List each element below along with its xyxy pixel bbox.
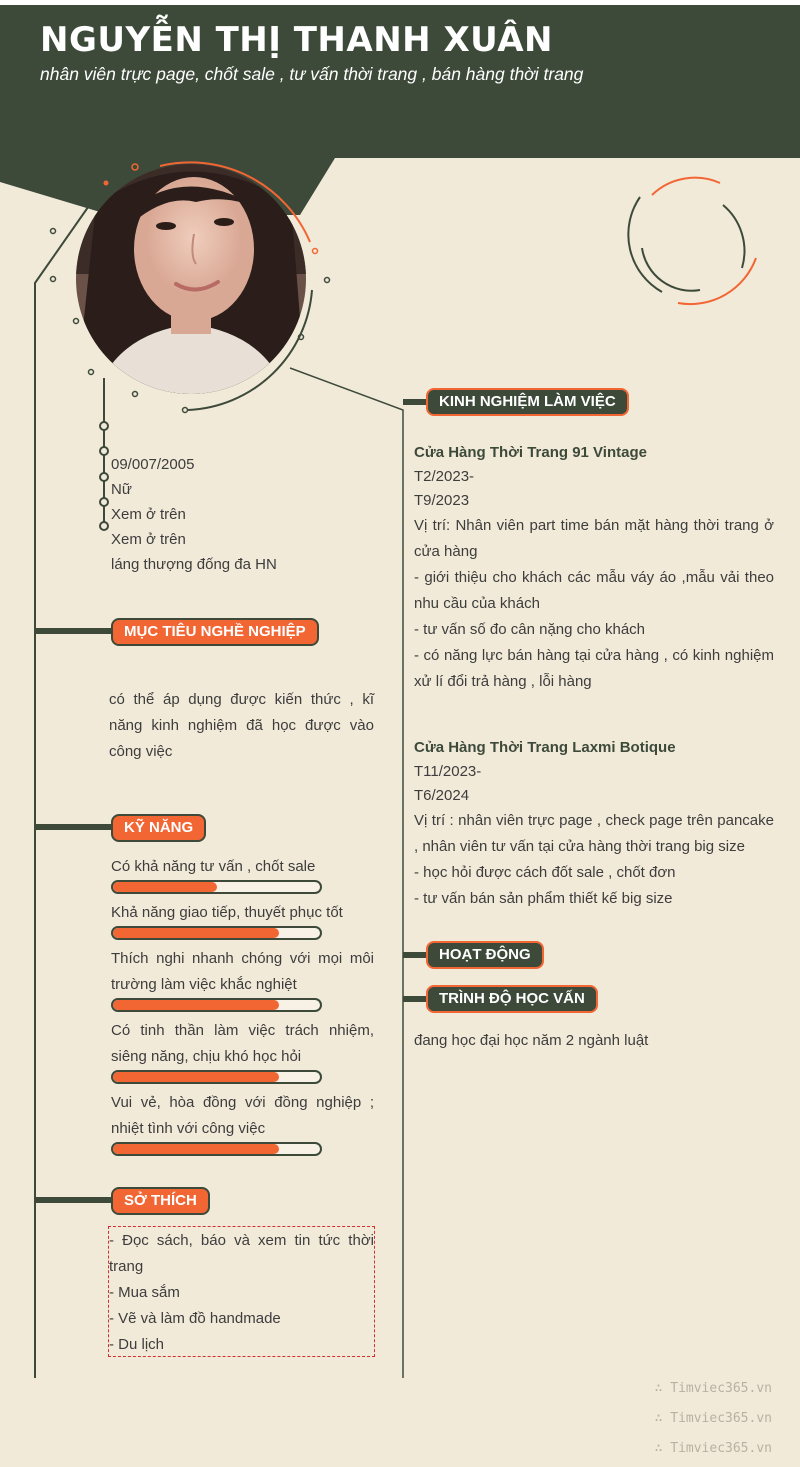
skill-bar xyxy=(111,1070,322,1084)
gender: Nữ xyxy=(111,481,132,498)
skill-bar-fill xyxy=(113,882,217,892)
skill-name: Có tinh thần làm việc trách nhiệm, siêng năng, chịu khó học hỏi xyxy=(111,1022,374,1065)
orbit-dot xyxy=(104,181,109,186)
skill-bar-fill xyxy=(113,1000,279,1010)
career-goal-text: có thể áp dụng được kiến thức , kĩ năng kinh nghiệm đã học được vào công việc xyxy=(109,691,374,760)
watermark: ∴ Timviec365.vn xyxy=(654,1441,772,1456)
section-skills: KỸ NĂNG xyxy=(111,814,206,842)
orbit-dot xyxy=(183,408,188,413)
info-node xyxy=(100,498,108,506)
job-entry xyxy=(414,736,774,912)
connector-experience xyxy=(403,399,426,405)
connector-career-goal xyxy=(35,628,111,634)
section-education: TRÌNH ĐỘ HỌC VẤN xyxy=(426,985,598,1013)
skill-bar-fill xyxy=(113,928,279,938)
orbit-dot xyxy=(299,335,304,340)
connector-education xyxy=(403,996,426,1002)
job-detail: - học hỏi được cách đốt sale , chốt đơn xyxy=(414,864,676,881)
info-node xyxy=(100,422,108,430)
skill-bar xyxy=(111,926,322,940)
job-detail: - tư vấn số đo cân nặng cho khách xyxy=(414,621,646,638)
skill-bar-fill xyxy=(113,1144,279,1154)
connector-hobbies xyxy=(35,1197,111,1203)
job-detail: Vị trí: Nhân viên part time bán mặt hàng thời trang ở cửa hàng xyxy=(414,517,774,560)
watermark: ∴ Timviec365.vn xyxy=(654,1411,772,1426)
connector-activities xyxy=(403,952,426,958)
info-node xyxy=(100,447,108,455)
orbit-dot xyxy=(133,392,138,397)
job-detail: - có năng lực bán hàng tại cửa hàng , có kinh nghiệm xử lí đổi trả hàng , lỗi hàng xyxy=(414,647,774,690)
phone: Xem ở trên xyxy=(111,506,186,523)
section-activities: HOẠT ĐỘNG xyxy=(426,941,544,969)
right-deco-arc xyxy=(652,178,720,195)
job-start: T11/2023- xyxy=(414,763,482,780)
orbit-dot xyxy=(325,278,330,283)
skill-bar xyxy=(111,1142,322,1156)
orbit-dot xyxy=(51,229,56,234)
info-node xyxy=(100,522,108,530)
candidate-title: nhân viên trực page, chốt sale , tư vấn thời trang , bán hàng thời trang xyxy=(40,64,584,84)
job-detail: Vị trí : nhân viên trực page , check page trên pancake , nhân viên tư vấn tại cửa hàng thời trang big size xyxy=(414,812,774,855)
section-experience: KINH NGHIỆM LÀM VIỆC xyxy=(426,388,629,416)
job-start: T2/2023- xyxy=(414,468,475,485)
hobby-item: - Vẽ và làm đồ handmade xyxy=(109,1310,281,1327)
birthday: 09/007/2005 xyxy=(111,456,195,473)
skill-bar xyxy=(111,880,322,894)
watermark: ∴ Timviec365.vn xyxy=(654,1381,772,1396)
connector-skills xyxy=(35,824,111,830)
section-career-goal: MỤC TIÊU NGHỀ NGHIỆP xyxy=(111,618,319,646)
job-end: T6/2024 xyxy=(414,787,470,804)
job-detail: - tư vấn bán sản phẩm thiết kế big size xyxy=(414,890,673,907)
skill-name: Thích nghi nhanh chóng với mọi môi trường làm việc khắc nghiệt xyxy=(111,950,374,993)
hobby-item: - Mua sắm xyxy=(109,1284,180,1301)
skill-bar xyxy=(111,998,322,1012)
hobby-item: - Đọc sách, báo và xem tin tức thời trang xyxy=(109,1232,374,1275)
orbit-dot xyxy=(313,249,318,254)
job-company: Cửa Hàng Thời Trang 91 Vintage xyxy=(414,444,647,461)
education-text: đang học đại học năm 2 ngành luật xyxy=(414,1032,649,1049)
personal-info xyxy=(111,452,277,577)
orbit-dot xyxy=(89,370,94,375)
job-detail: - giới thiệu cho khách các mẫu váy áo ,mẫu vải theo nhu cầu của khách xyxy=(414,569,774,612)
hobbies-list xyxy=(108,1226,375,1357)
orbit-dot xyxy=(51,277,56,282)
hobby-item: - Du lịch xyxy=(109,1336,165,1353)
orbit-dot xyxy=(74,319,79,324)
right-deco-arc xyxy=(678,258,756,304)
section-hobbies: SỞ THÍCH xyxy=(111,1187,210,1215)
job-company: Cửa Hàng Thời Trang Laxmi Botique xyxy=(414,739,676,756)
skill-bar-fill xyxy=(113,1072,279,1082)
candidate-name: NGUYỄN THỊ THANH XUÂN xyxy=(40,20,553,60)
skill-name: Khả năng giao tiếp, thuyết phục tốt xyxy=(111,904,343,921)
right-deco-arc xyxy=(723,205,744,268)
email: Xem ở trên xyxy=(111,531,186,548)
job-end: T9/2023 xyxy=(414,492,470,509)
skill-name: Vui vẻ, hòa đồng với đồng nghiệp ; nhiệt tình với công việc xyxy=(111,1094,374,1137)
address: láng thượng đống đa HN xyxy=(111,556,277,573)
avatar xyxy=(76,164,306,394)
avatar-portrait xyxy=(76,164,306,394)
job-entry xyxy=(414,441,774,695)
skill-name: Có khả năng tư vấn , chốt sale xyxy=(111,858,316,875)
info-node xyxy=(100,473,108,481)
